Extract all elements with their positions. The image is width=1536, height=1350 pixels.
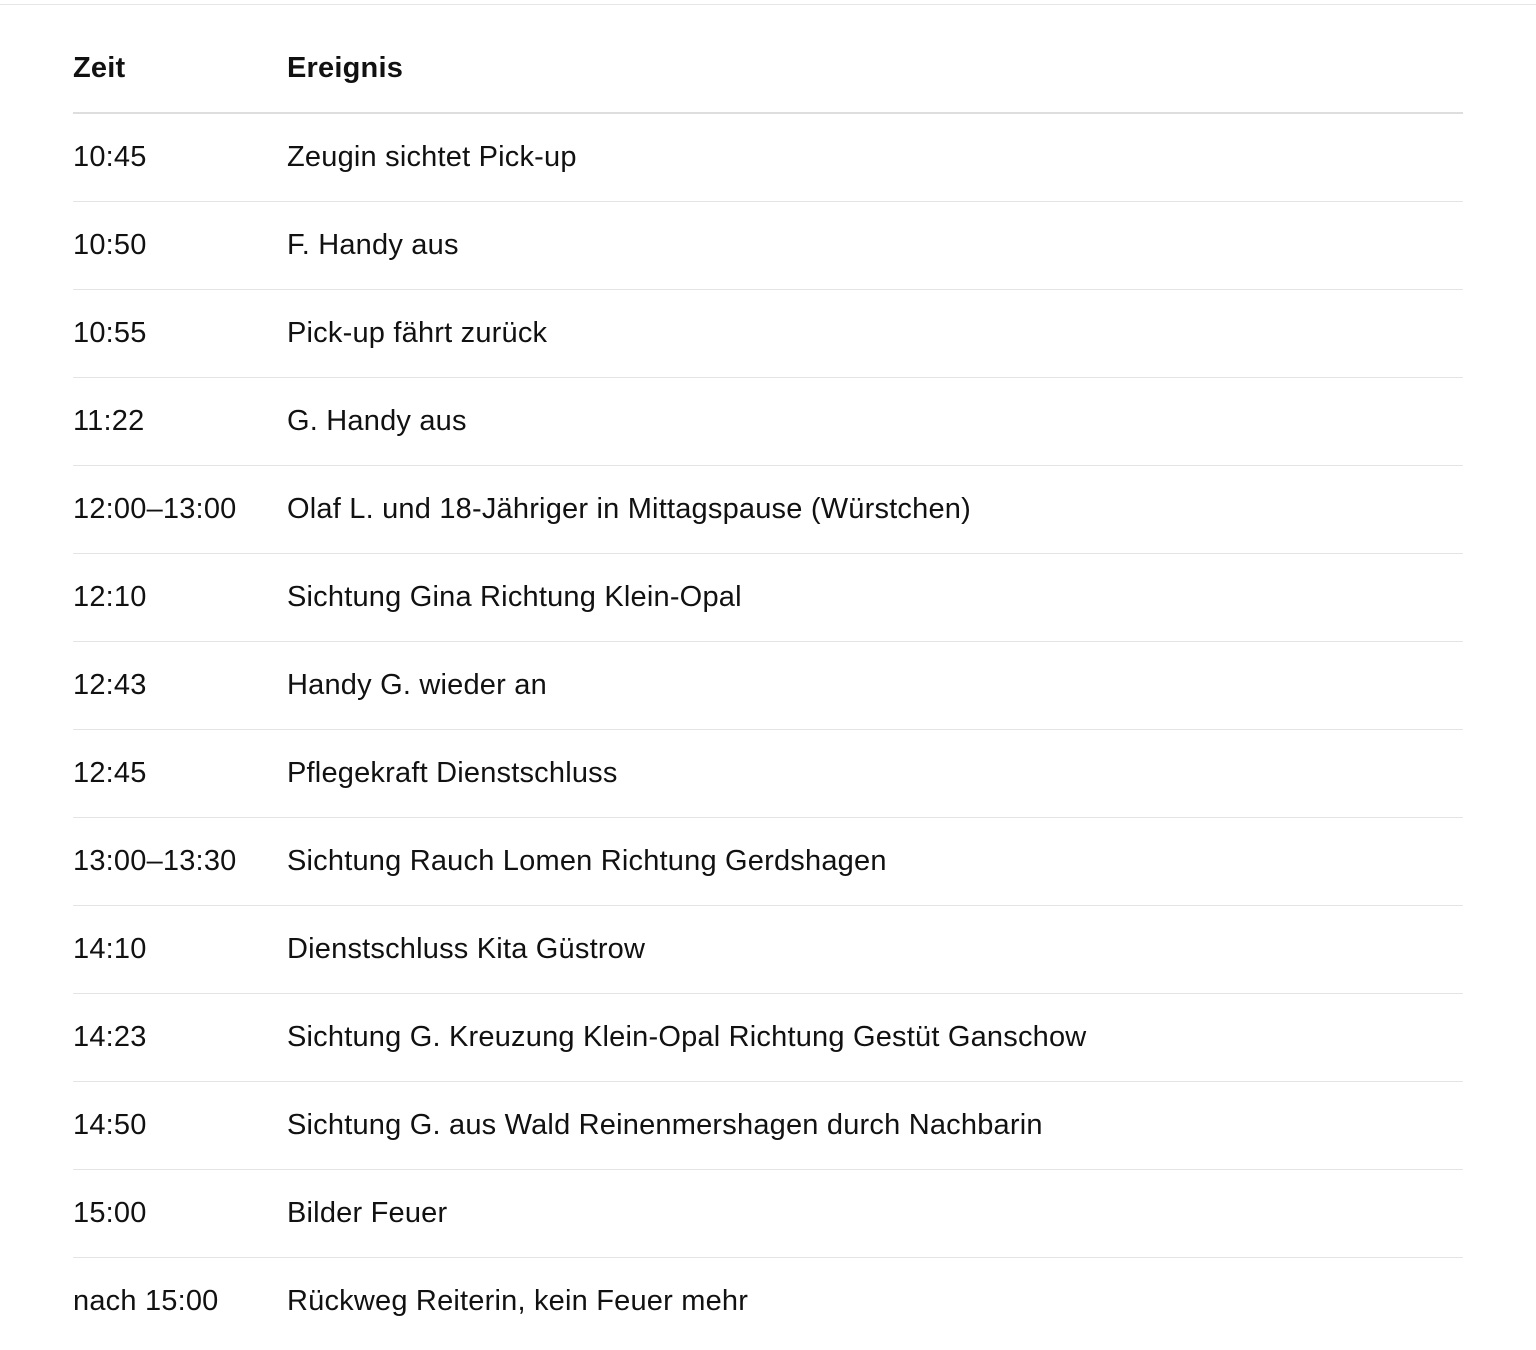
table-row — [73, 818, 1463, 906]
event-cell: F. Handy aus — [287, 202, 1463, 290]
event-cell: Bilder Feuer — [287, 1170, 1463, 1258]
table-row — [73, 642, 1463, 730]
table-row — [73, 378, 1463, 466]
table-row — [73, 113, 1463, 202]
event-cell: Sichtung G. Kreuzung Klein-Opal Richtung Gestüt Ganschow — [287, 994, 1463, 1082]
time-cell: 11:22 — [73, 378, 287, 466]
time-cell: 13:00–13:30 — [73, 818, 287, 906]
event-cell: Zeugin sichtet Pick-up — [287, 113, 1463, 202]
time-cell: 10:50 — [73, 202, 287, 290]
event-cell: Sichtung Rauch Lomen Richtung Gerdshagen — [287, 818, 1463, 906]
header-event: Ereignis — [287, 25, 1463, 113]
event-cell: Olaf L. und 18-Jähriger in Mittagspause (Würstchen) — [287, 466, 1463, 554]
time-cell: 14:10 — [73, 906, 287, 994]
table-row — [73, 730, 1463, 818]
timeline-table — [73, 25, 1463, 1345]
table-row — [73, 466, 1463, 554]
event-cell: Dienstschluss Kita Güstrow — [287, 906, 1463, 994]
table-row — [73, 906, 1463, 994]
table-header — [73, 25, 1463, 113]
time-cell: 10:55 — [73, 290, 287, 378]
time-cell: 10:45 — [73, 113, 287, 202]
table-row — [73, 1258, 1463, 1346]
table-row — [73, 1082, 1463, 1170]
time-cell: 12:43 — [73, 642, 287, 730]
event-cell: Handy G. wieder an — [287, 642, 1463, 730]
header-time: Zeit — [73, 25, 287, 113]
time-cell: 14:50 — [73, 1082, 287, 1170]
time-cell: 12:45 — [73, 730, 287, 818]
table-row — [73, 994, 1463, 1082]
time-cell: 12:00–13:00 — [73, 466, 287, 554]
event-cell: G. Handy aus — [287, 378, 1463, 466]
event-cell: Pflegekraft Dienstschluss — [287, 730, 1463, 818]
time-cell: 14:23 — [73, 994, 287, 1082]
table-row — [73, 1170, 1463, 1258]
time-cell: 12:10 — [73, 554, 287, 642]
event-cell: Pick-up fährt zurück — [287, 290, 1463, 378]
time-cell: 15:00 — [73, 1170, 287, 1258]
time-cell: nach 15:00 — [73, 1285, 219, 1317]
table-row — [73, 290, 1463, 378]
event-cell: Sichtung G. aus Wald Reinenmershagen durch Nachbarin — [287, 1082, 1463, 1170]
event-cell: Sichtung Gina Richtung Klein-Opal — [287, 554, 1463, 642]
event-cell: Rückweg Reiterin, kein Feuer mehr — [287, 1285, 749, 1317]
header-row — [73, 25, 1463, 113]
table-row — [73, 554, 1463, 642]
top-divider — [0, 4, 1536, 5]
table-row — [73, 202, 1463, 290]
table-body — [73, 113, 1463, 1345]
